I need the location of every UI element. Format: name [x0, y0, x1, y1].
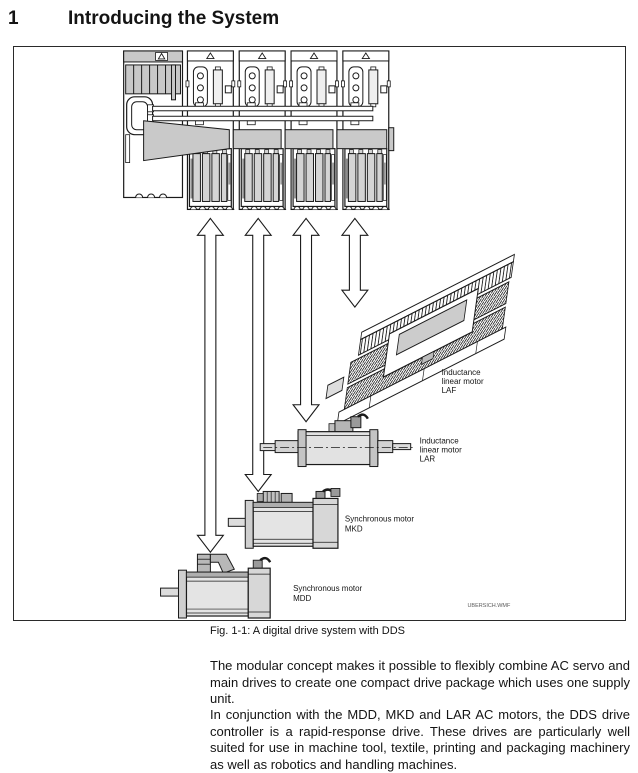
- arrow-drive3-lar: [293, 218, 319, 421]
- mkd-motor: [228, 488, 340, 548]
- svg-text:Synchronous motor: Synchronous motor: [293, 584, 363, 594]
- mdd-label: [293, 584, 362, 603]
- body-paragraph-1: The modular concept makes it possible to flexibly combine AC servo and main drives to create one compact drive package which uses one supply unit.: [210, 658, 630, 707]
- svg-text:linear motor: linear motor: [441, 376, 484, 386]
- drive-system-diagram: [14, 47, 625, 620]
- page-title: Introducing the System: [68, 8, 280, 29]
- arrow-drive4-laf: [342, 218, 368, 307]
- svg-text:Synchronous motor: Synchronous motor: [344, 514, 415, 524]
- svg-text:Inductance: Inductance: [441, 367, 481, 377]
- lar-linear-motor: [260, 415, 412, 467]
- laf-label: [442, 368, 484, 395]
- arrow-drive1-mdd: [197, 218, 223, 552]
- svg-text:Inductance: Inductance: [419, 436, 459, 446]
- body-paragraph-2: In conjunction with the MDD, MKD and LAR AC motors, the DDS drive controller is a rapid-response drive. These drives are particularly well suited for use in machine tool, textile, printing and packaging machinery as well as robotics and handling machines.: [210, 707, 630, 772]
- mdd-motor: [161, 554, 271, 618]
- chapter-heading: [0, 8, 638, 38]
- svg-text:LAR: LAR: [419, 454, 436, 464]
- svg-text:MKD: MKD: [344, 524, 363, 534]
- svg-text:MDD: MDD: [293, 594, 312, 604]
- svg-text:LAF: LAF: [441, 385, 457, 395]
- figure-frame: [13, 46, 626, 621]
- svg-text:linear motor: linear motor: [419, 445, 462, 455]
- figure-watermark: UBERSICH.WMF: [467, 603, 511, 610]
- chapter-number: 1: [8, 8, 19, 29]
- figure-caption: Fig. 1-1: A digital drive system with DDS: [210, 625, 406, 637]
- mkd-label: [345, 514, 414, 533]
- lar-label: [420, 437, 462, 464]
